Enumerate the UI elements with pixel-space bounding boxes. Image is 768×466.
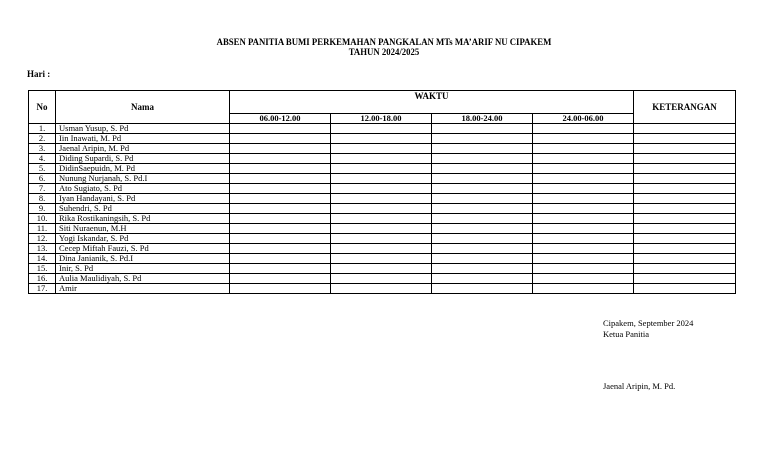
- table-row: [29, 284, 736, 294]
- slot-header: 24.00-06.00: [533, 114, 634, 124]
- signature-role: Ketua Panitia: [603, 329, 650, 339]
- row-name: Nunung Nurjanah, S. Pd.I: [56, 174, 230, 184]
- attendance-cell[interactable]: [230, 194, 331, 204]
- attendance-cell[interactable]: [432, 234, 533, 244]
- table-row: [29, 204, 736, 214]
- row-name: Inir, S. Pd: [56, 264, 230, 274]
- attendance-cell[interactable]: [230, 134, 331, 144]
- attendance-cell[interactable]: [533, 134, 634, 144]
- attendance-cell[interactable]: [432, 254, 533, 264]
- col-no-header: No: [29, 91, 56, 124]
- attendance-cell[interactable]: [533, 224, 634, 234]
- table-row: [29, 154, 736, 164]
- row-number: 2.: [29, 134, 56, 144]
- row-name: Iyan Handayani, S. Pd: [56, 194, 230, 204]
- keterangan-cell[interactable]: [634, 244, 736, 254]
- attendance-cell[interactable]: [230, 214, 331, 224]
- table-row: [29, 224, 736, 234]
- attendance-cell[interactable]: [230, 224, 331, 234]
- table-row: [29, 234, 736, 244]
- attendance-cell[interactable]: [432, 274, 533, 284]
- keterangan-cell[interactable]: [634, 224, 736, 234]
- attendance-cell[interactable]: [533, 244, 634, 254]
- attendance-cell[interactable]: [432, 264, 533, 274]
- row-name: Amir: [56, 284, 230, 294]
- hari-label: Hari :: [27, 69, 51, 79]
- attendance-cell[interactable]: [533, 144, 634, 154]
- attendance-cell[interactable]: [331, 154, 432, 164]
- keterangan-cell[interactable]: [634, 164, 736, 174]
- title-line-1: ABSEN PANITIA BUMI PERKEMAHAN PANGKALAN MTs MA’ARIF NU CIPAKEM: [216, 38, 552, 48]
- keterangan-cell[interactable]: [634, 124, 736, 134]
- attendance-cell[interactable]: [533, 234, 634, 244]
- attendance-cell[interactable]: [331, 124, 432, 134]
- slot-header: 12.00-18.00: [331, 114, 432, 124]
- keterangan-cell[interactable]: [634, 214, 736, 224]
- keterangan-cell[interactable]: [634, 254, 736, 264]
- col-waktu-header: WAKTU: [230, 91, 634, 114]
- col-nama-header: Nama: [56, 91, 230, 124]
- row-name: Aulia Maulidiyah, S. Pd: [56, 274, 230, 284]
- attendance-cell[interactable]: [533, 164, 634, 174]
- attendance-cell[interactable]: [432, 194, 533, 204]
- table-row: [29, 174, 736, 184]
- keterangan-cell[interactable]: [634, 134, 736, 144]
- attendance-cell[interactable]: [230, 264, 331, 274]
- keterangan-cell[interactable]: [634, 174, 736, 184]
- title-line-2: TAHUN 2024/2025: [348, 48, 420, 58]
- attendance-cell[interactable]: [533, 174, 634, 184]
- row-number: 8.: [29, 194, 56, 204]
- attendance-cell[interactable]: [230, 234, 331, 244]
- attendance-cell[interactable]: [432, 204, 533, 214]
- keterangan-cell[interactable]: [634, 264, 736, 274]
- row-number: 13.: [29, 244, 56, 254]
- row-number: 4.: [29, 154, 56, 164]
- attendance-cell[interactable]: [331, 204, 432, 214]
- attendance-cell[interactable]: [432, 154, 533, 164]
- row-number: 1.: [29, 124, 56, 134]
- attendance-cell[interactable]: [533, 184, 634, 194]
- attendance-cell[interactable]: [432, 214, 533, 224]
- table-row: [29, 124, 736, 134]
- row-name: Rika Rostikaningsih, S. Pd: [56, 214, 230, 224]
- keterangan-cell[interactable]: [634, 184, 736, 194]
- row-number: 5.: [29, 164, 56, 174]
- row-name: Siti Nuraenun, M.H: [56, 224, 230, 234]
- row-number: 9.: [29, 204, 56, 214]
- attendance-cell[interactable]: [533, 264, 634, 274]
- attendance-cell[interactable]: [331, 224, 432, 234]
- keterangan-cell[interactable]: [634, 204, 736, 214]
- attendance-cell[interactable]: [533, 194, 634, 204]
- attendance-cell[interactable]: [432, 124, 533, 134]
- keterangan-cell[interactable]: [634, 274, 736, 284]
- table-row: [29, 184, 736, 194]
- row-number: 6.: [29, 174, 56, 184]
- table-row: [29, 264, 736, 274]
- attendance-cell[interactable]: [230, 184, 331, 194]
- row-name: Iin Inawati, M. Pd: [56, 134, 230, 144]
- attendance-cell[interactable]: [533, 284, 634, 294]
- keterangan-cell[interactable]: [634, 284, 736, 294]
- attendance-cell[interactable]: [230, 124, 331, 134]
- row-number: 7.: [29, 184, 56, 194]
- document-title: [31, 38, 738, 58]
- attendance-cell[interactable]: [230, 164, 331, 174]
- row-number: 16.: [29, 274, 56, 284]
- attendance-cell[interactable]: [533, 204, 634, 214]
- table-row: [29, 194, 736, 204]
- slot-header: 06.00-12.00: [230, 114, 331, 124]
- table-row: [29, 164, 736, 174]
- row-number: 3.: [29, 144, 56, 154]
- attendance-cell[interactable]: [432, 174, 533, 184]
- attendance-cell[interactable]: [331, 244, 432, 254]
- row-number: 17.: [29, 284, 56, 294]
- attendance-cell[interactable]: [230, 254, 331, 264]
- row-number: 10.: [29, 214, 56, 224]
- attendance-cell[interactable]: [331, 134, 432, 144]
- keterangan-cell[interactable]: [634, 234, 736, 244]
- row-number: 11.: [29, 224, 56, 234]
- table-row: [29, 254, 736, 264]
- attendance-cell[interactable]: [331, 274, 432, 284]
- table-row: [29, 244, 736, 254]
- attendance-cell[interactable]: [230, 284, 331, 294]
- attendance-cell[interactable]: [230, 174, 331, 184]
- attendance-cell[interactable]: [331, 234, 432, 244]
- attendance-cell[interactable]: [331, 214, 432, 224]
- attendance-cell[interactable]: [230, 244, 331, 254]
- attendance-cell[interactable]: [331, 164, 432, 174]
- attendance-cell[interactable]: [432, 134, 533, 144]
- row-name: DidinSaepuidn, M. Pd: [56, 164, 230, 174]
- row-name: Usman Yusup, S. Pd: [56, 124, 230, 134]
- keterangan-cell[interactable]: [634, 154, 736, 164]
- attendance-cell[interactable]: [230, 204, 331, 214]
- row-number: 14.: [29, 254, 56, 264]
- row-name: Jaenal Aripin, M. Pd: [56, 144, 230, 154]
- attendance-cell[interactable]: [230, 154, 331, 164]
- table-row: [29, 134, 736, 144]
- table-row: [29, 144, 736, 154]
- attendance-cell[interactable]: [331, 194, 432, 204]
- row-number: 15.: [29, 264, 56, 274]
- attendance-cell[interactable]: [533, 254, 634, 264]
- keterangan-cell[interactable]: [634, 144, 736, 154]
- table-row: [29, 274, 736, 284]
- row-name: Cecep Miftah Fauzi, S. Pd: [56, 244, 230, 254]
- keterangan-cell[interactable]: [634, 194, 736, 204]
- attendance-cell[interactable]: [331, 254, 432, 264]
- attendance-cell[interactable]: [230, 274, 331, 284]
- attendance-cell[interactable]: [533, 214, 634, 224]
- table-row: [29, 214, 736, 224]
- row-name: Suhendri, S. Pd: [56, 204, 230, 214]
- row-name: Yogi Iskandar, S. Pd: [56, 234, 230, 244]
- attendance-cell[interactable]: [331, 264, 432, 274]
- attendance-cell[interactable]: [432, 184, 533, 194]
- attendance-cell[interactable]: [432, 164, 533, 174]
- attendance-cell[interactable]: [432, 284, 533, 294]
- attendance-table: [28, 90, 736, 294]
- attendance-cell[interactable]: [230, 144, 331, 154]
- row-name: Ato Sugiato, S. Pd: [56, 184, 230, 194]
- signature-name: Jaenal Aripin, M. Pd.: [603, 381, 676, 391]
- signature-place-date: Cipakem, September 2024: [603, 318, 694, 328]
- attendance-cell[interactable]: [331, 284, 432, 294]
- slot-header: 18.00-24.00: [432, 114, 533, 124]
- attendance-cell[interactable]: [331, 174, 432, 184]
- header-row: [29, 91, 736, 114]
- attendance-cell[interactable]: [533, 154, 634, 164]
- row-name: Dina Janianik, S. Pd.I: [56, 254, 230, 264]
- attendance-cell[interactable]: [331, 184, 432, 194]
- attendance-cell[interactable]: [533, 124, 634, 134]
- col-keterangan-header: KETERANGAN: [634, 91, 736, 124]
- row-number: 12.: [29, 234, 56, 244]
- attendance-cell[interactable]: [331, 144, 432, 154]
- attendance-cell[interactable]: [533, 274, 634, 284]
- row-name: Diding Supardi, S. Pd: [56, 154, 230, 164]
- attendance-cell[interactable]: [432, 224, 533, 234]
- attendance-cell[interactable]: [432, 144, 533, 154]
- attendance-cell[interactable]: [432, 244, 533, 254]
